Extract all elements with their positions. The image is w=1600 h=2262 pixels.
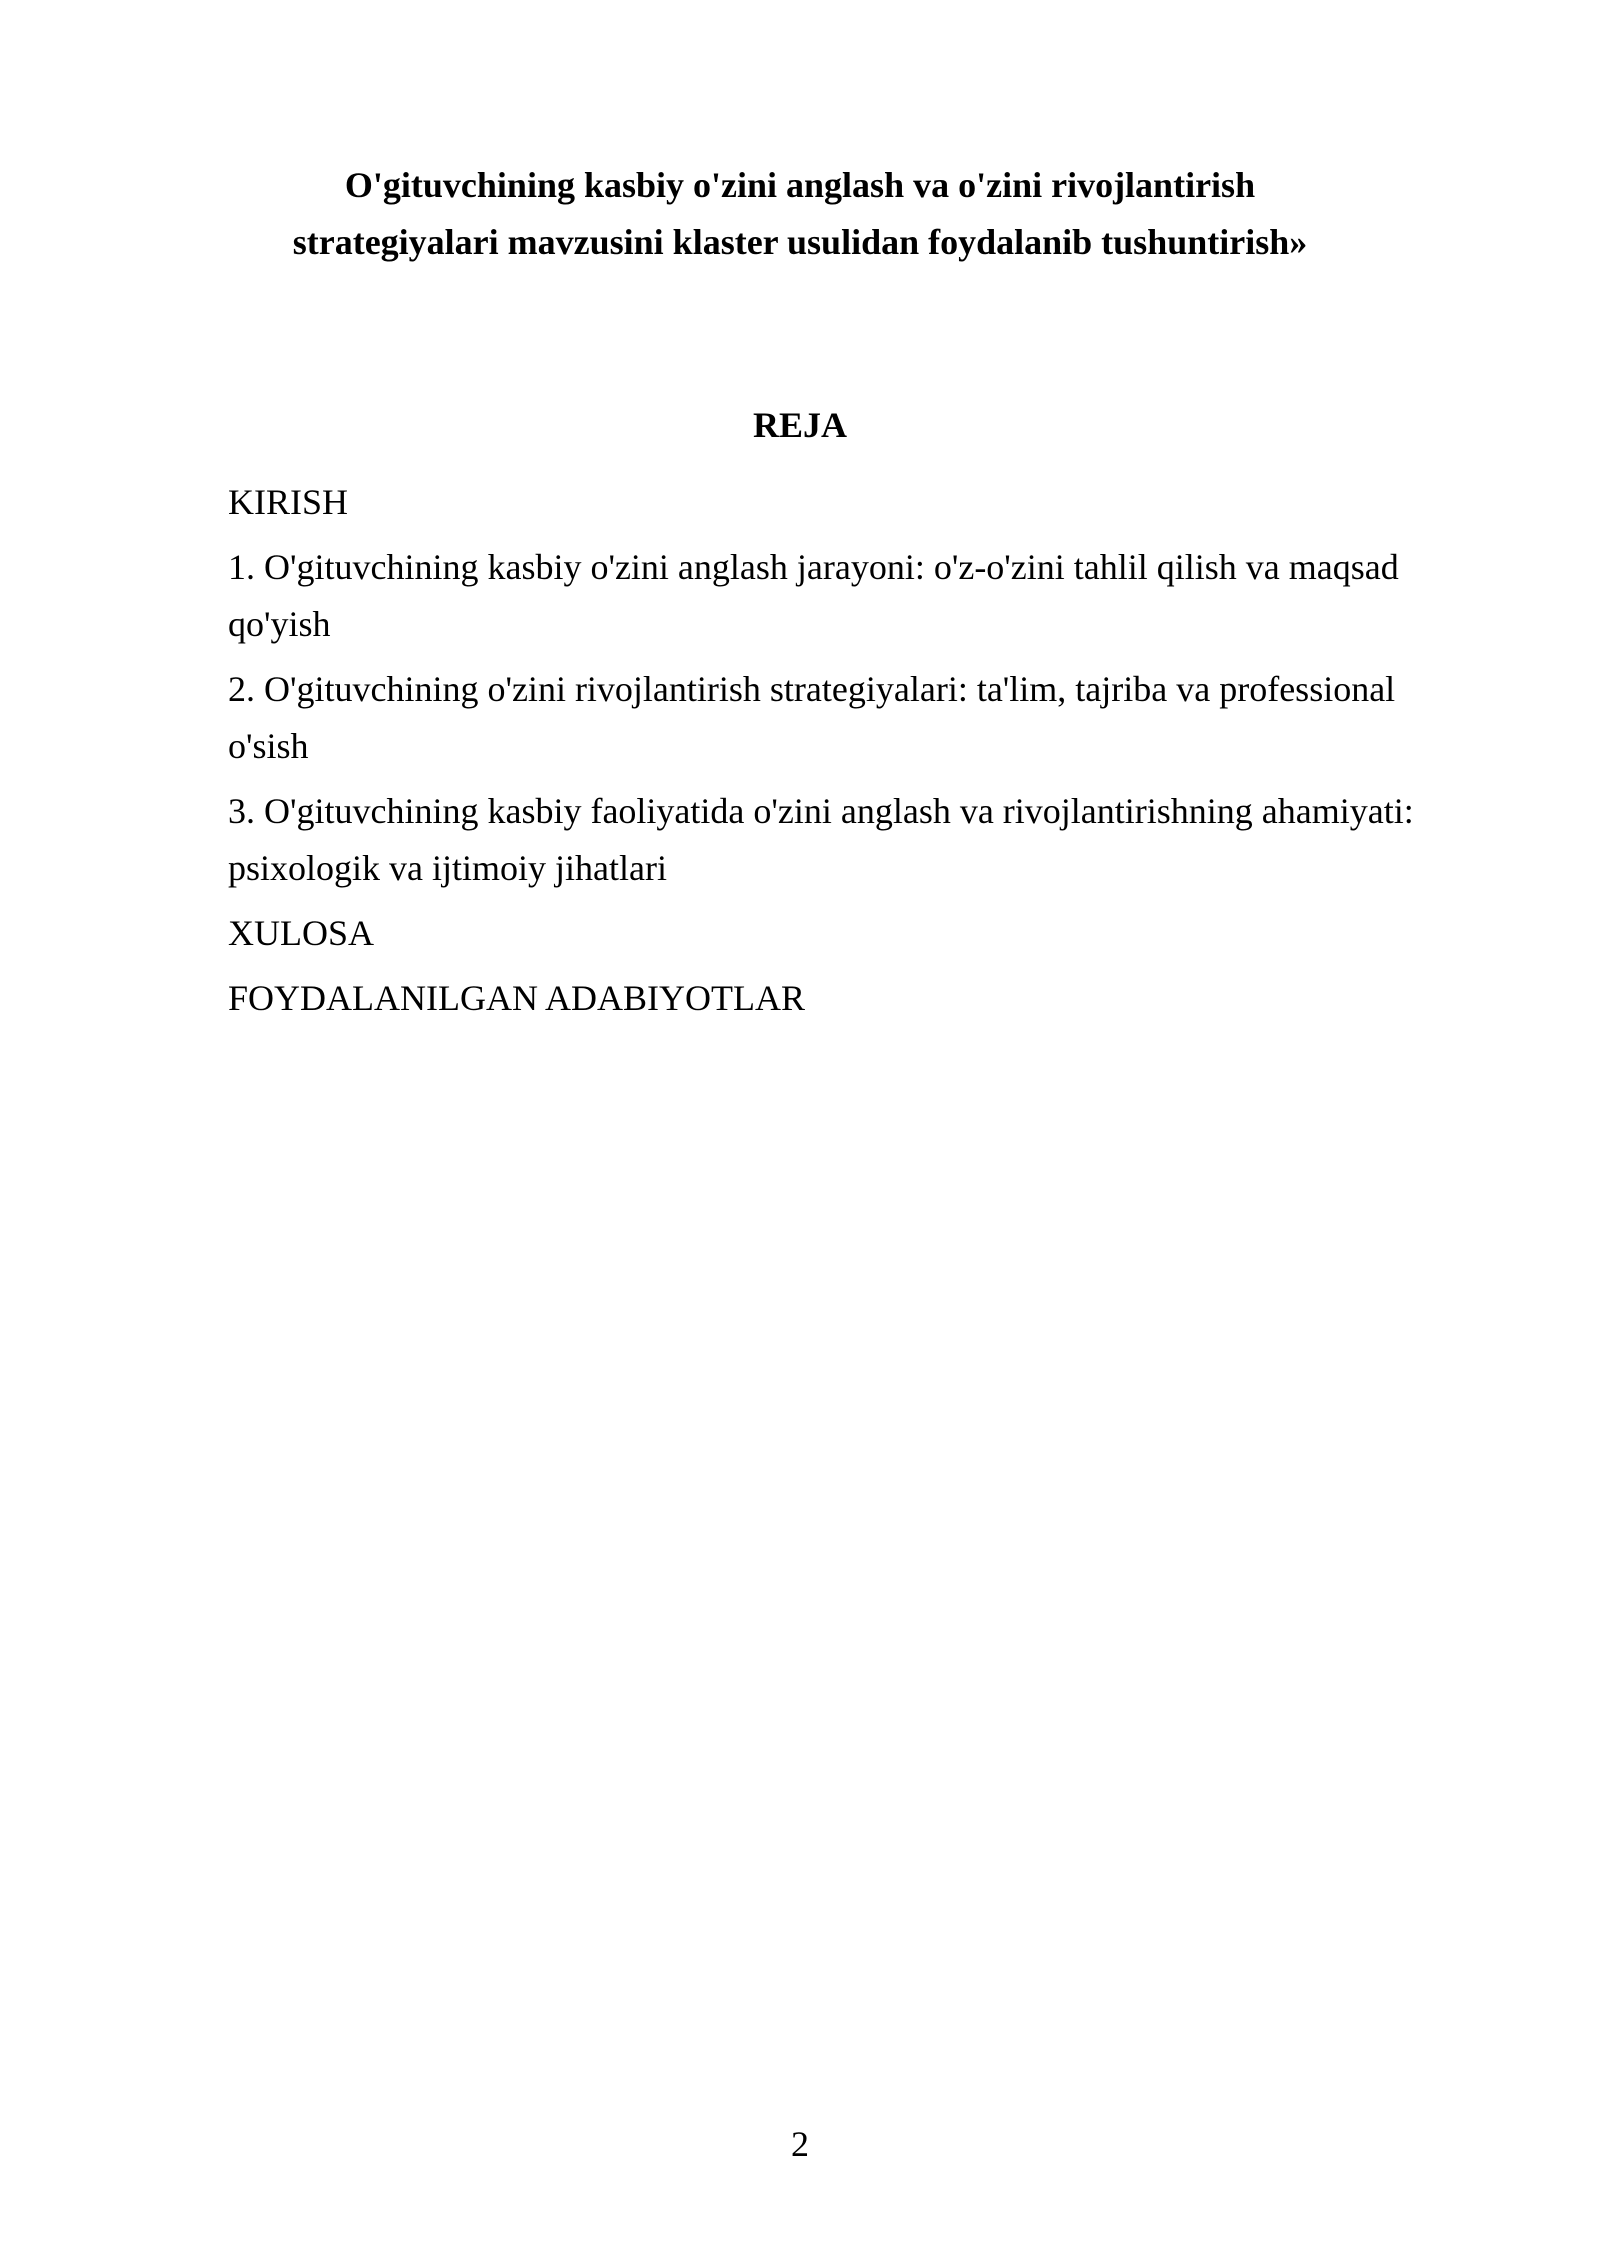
plan-item-references: FOYDALANILGAN ADABIYOTLAR <box>228 978 805 1018</box>
plan-item-conclusion: XULOSA <box>228 913 375 953</box>
document-title-line-1: O'gituvchining kasbiy o'zini anglash va o'zini rivojlantirish <box>344 165 1256 205</box>
plan-list <box>228 474 1478 1035</box>
plan-item-1: 1. O'gituvchining kasbiy o'zini anglash jarayoni: o'z-o'zini tahlil qilish va maqsad qo'yish <box>228 547 1399 644</box>
document-title <box>0 157 1600 271</box>
plan-item-2: 2. O'gituvchining o'zini rivojlantirish strategiyalari: ta'lim, tajriba va professional o'sish <box>228 669 1396 766</box>
plan-heading: REJA <box>752 405 847 445</box>
plan-item-3: 3. O'gituvchining kasbiy faoliyatida o'zini anglash va rivojlantirishning ahamiyati: psixologik va ijtimoiy jihatlari <box>228 791 1414 888</box>
document-title-line-2: strategiyalari mavzusini klaster usulidan foydalanib tushuntirish» <box>292 222 1308 262</box>
page-number: 2 <box>791 2124 809 2164</box>
plan-item-introduction: KIRISH <box>228 482 349 522</box>
